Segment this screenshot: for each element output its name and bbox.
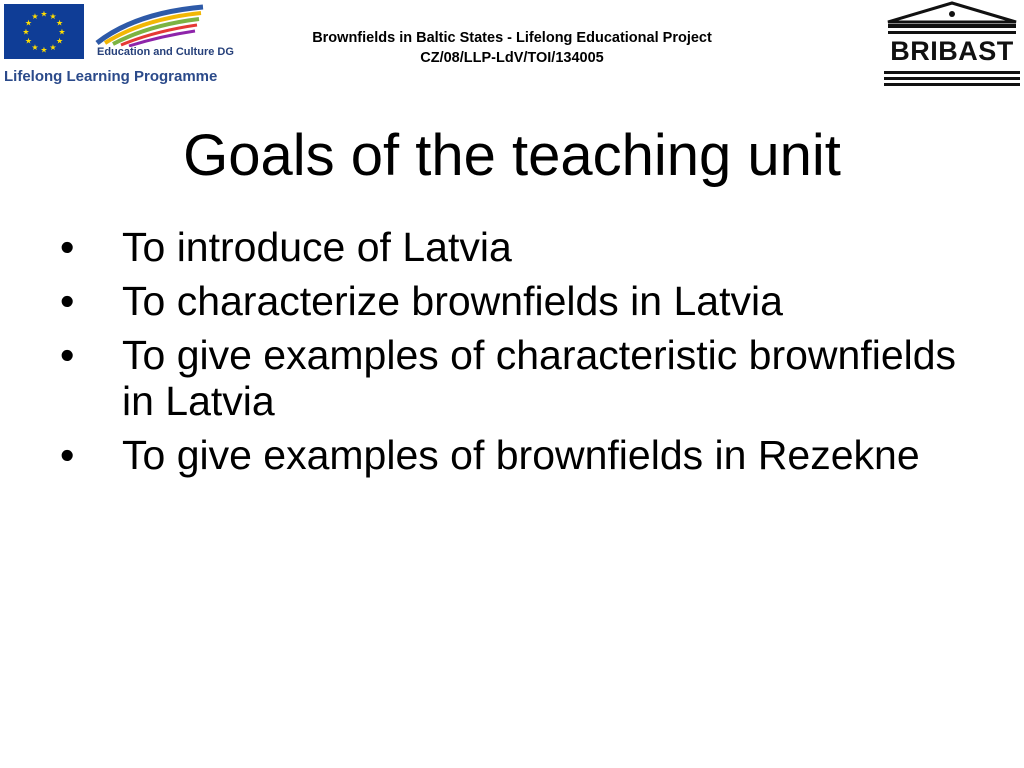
eu-lifelong-learning-logo [0,0,232,92]
bribast-text: BRIBAST [890,36,1014,66]
goals-bullet-list [60,224,960,486]
project-code-line: CZ/08/LLP-LdV/TOI/134005 [420,50,604,66]
bullet-text: To characterize brownfields in Latvia [122,278,783,324]
bullet-icon: • [60,332,75,378]
eu-star-icon: ★ [40,45,48,55]
eu-star-icon: ★ [22,27,30,37]
education-culture-text: Education and Culture DG [97,46,234,58]
bullet-text: To give examples of brownfields in Rezekne [122,432,920,478]
bullet-icon: • [60,278,75,324]
eu-star-icon: ★ [31,11,39,21]
project-header [262,28,762,68]
project-title-line: Brownfields in Baltic States - Lifelong Educational Project [312,30,712,46]
eu-star-icon: ★ [24,18,32,28]
eu-star-icon: ★ [56,18,64,28]
eu-star-icon: ★ [56,36,64,46]
bullet-item [60,224,960,270]
education-culture-swoosh-icon [95,3,207,47]
bullet-item [60,432,960,478]
slide-title: Goals of the teaching unit [183,123,841,188]
bribast-logo [880,0,1024,90]
bullet-icon: • [60,432,75,478]
eu-star-icon: ★ [58,27,66,37]
bullet-item [60,278,960,324]
bullet-item [60,332,960,424]
eu-star-icon: ★ [49,43,57,53]
eu-star-icon: ★ [40,9,48,19]
bullet-icon: • [60,224,75,270]
eu-star-icon: ★ [24,36,32,46]
bullet-text: To give examples of characteristic brownfields in Latvia [122,332,957,424]
eu-star-icon: ★ [31,43,39,53]
eu-star-icon: ★ [49,11,57,21]
eu-flag-icon [4,4,84,59]
lifelong-learning-text: Lifelong Learning Programme [4,68,218,85]
bullet-text: To introduce of Latvia [122,224,512,270]
